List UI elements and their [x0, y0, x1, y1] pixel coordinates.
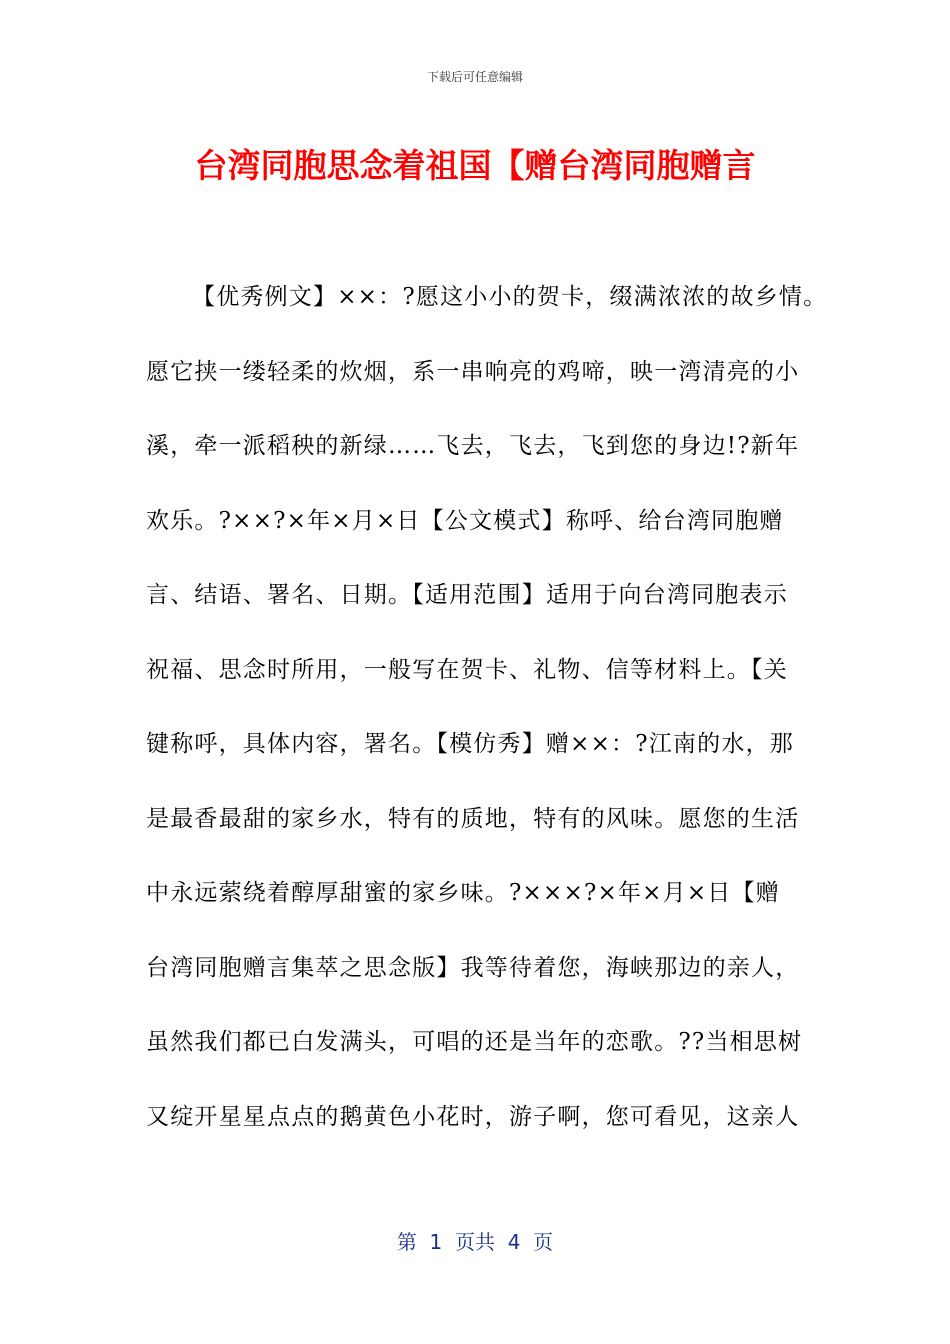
header-note: 下载后可任意编辑	[426, 70, 523, 84]
body-line: 台湾同胞赠言集萃之思念版】我等待着您，海峡那边的亲人，	[146, 954, 800, 981]
body-line: 又绽开星星点点的鹅黄色小花时，游子啊，您可看见，这亲人	[146, 1103, 800, 1130]
body-line: 溪，牵一派稻秧的新绿……飞去，飞去，飞到您的身边!?新年	[146, 433, 800, 459]
body-line: 愿它挟一缕轻柔的炊烟，系一串响亮的鸡啼，映一湾清亮的小	[146, 358, 800, 385]
body-line: 中永远萦绕着醇厚甜蜜的家乡味。?×××?×年×月×日【赠	[146, 880, 780, 906]
document-body	[146, 275, 828, 1169]
body-line: 【优秀例文】××：?愿这小小的贺卡，缀满浓浓的故乡情。	[192, 284, 828, 310]
document-title: 台湾同胞思念着祖国【赠台湾同胞赠言	[194, 146, 756, 185]
body-line: 言、结语、署名、日期。【适用范围】适用于向台湾同胞表示	[146, 582, 788, 608]
page-number: 第 1 页共 4 页	[396, 1230, 554, 1254]
body-line: 欢乐。?××?×年×月×日【公文模式】称呼、给台湾同胞赠	[146, 507, 784, 534]
body-line: 键称呼，具体内容，署名。【模仿秀】赠××：?江南的水，那	[146, 731, 794, 757]
body-line: 祝福、思念时所用，一般写在贺卡、礼物、信等材料上。【关	[146, 656, 788, 683]
body-line: 是最香最甜的家乡水，特有的质地，特有的风味。愿您的生活	[146, 805, 800, 832]
body-line: 虽然我们都已白发满头，可唱的还是当年的恋歌。??当相思树	[146, 1029, 803, 1055]
